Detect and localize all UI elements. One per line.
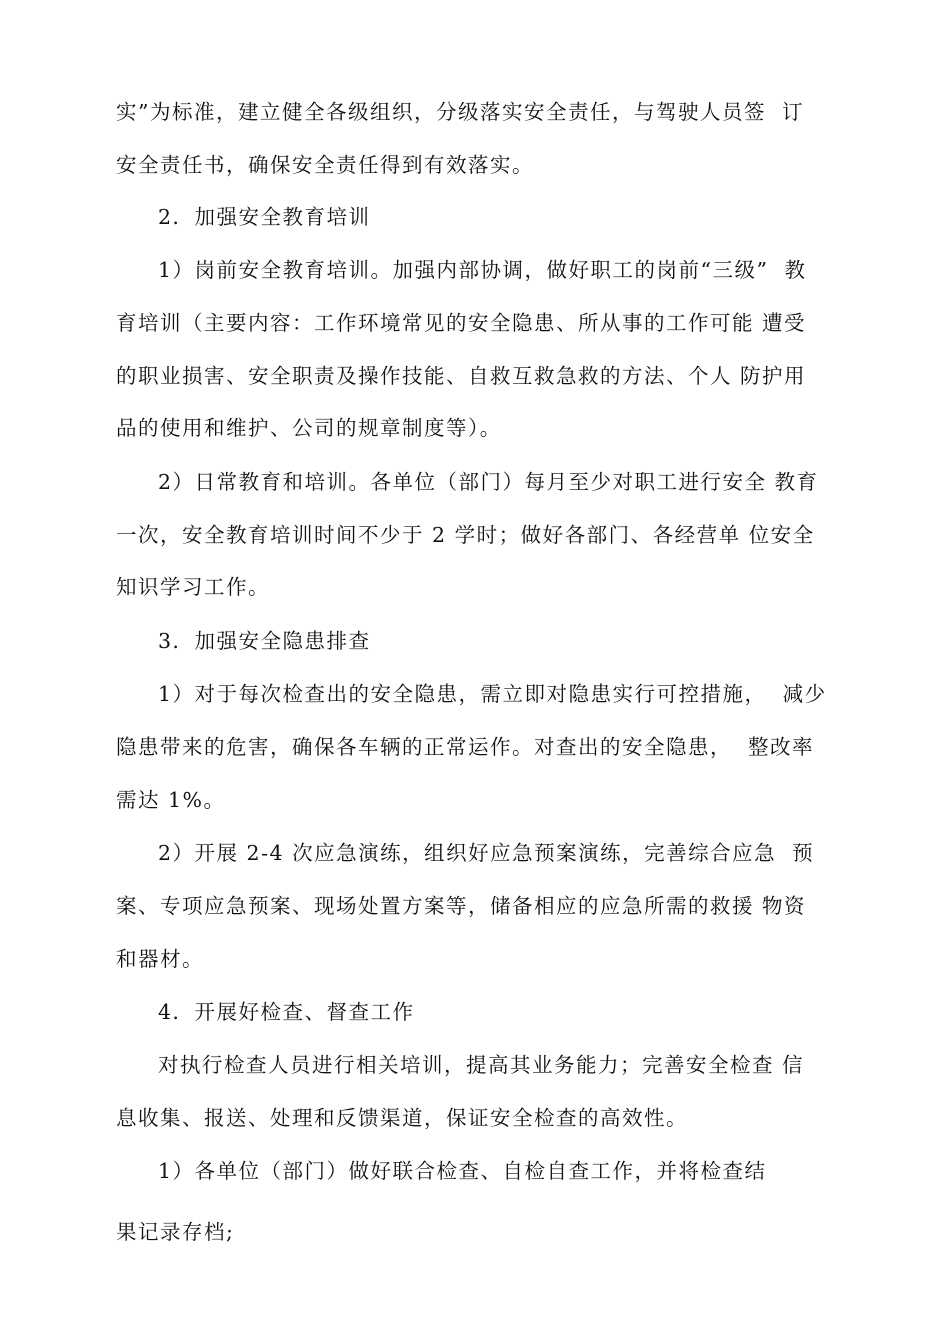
paragraph-line: 一次，安全教育培训时间不少于 2 学时；做好各部门、各经营单 位安全 bbox=[116, 523, 815, 547]
paragraph-line: 实”为标准，建立健全各级组织，分级落实安全责任，与驾驶人员签 订 bbox=[116, 100, 805, 124]
paragraph-line: 的职业损害、安全职责及操作技能、自救互救急救的方法、个人 防护用 bbox=[116, 364, 807, 388]
paragraph-line: 知识学习工作。 bbox=[116, 575, 270, 599]
section-heading: 4．开展好检查、督查工作 bbox=[158, 1000, 415, 1024]
paragraph-line: 1）岗前安全教育培训。加强内部协调，做好职工的岗前“三级” 教 bbox=[158, 258, 807, 282]
paragraph-line: 育培训（主要内容：工作环境常见的安全隐患、所从事的工作可能 遭受 bbox=[116, 311, 807, 335]
paragraph-line: 2）开展 2-4 次应急演练，组织好应急预案演练，完善综合应急 预 bbox=[158, 841, 815, 865]
paragraph-line: 息收集、报送、处理和反馈渠道，保证安全检查的高效性。 bbox=[116, 1106, 688, 1130]
section-heading: 2．加强安全教育培训 bbox=[158, 205, 371, 229]
paragraph-line: 和器材。 bbox=[116, 947, 204, 971]
paragraph-line: 需达 1%。 bbox=[116, 788, 226, 812]
paragraph-line: 隐患带来的危害，确保各车辆的正常运作。对查出的安全隐患， 整改率 bbox=[116, 735, 815, 759]
paragraph-line: 果记录存档; bbox=[116, 1220, 235, 1244]
paragraph-line: 1）各单位（部门）做好联合检查、自检自查工作，并将检查结 bbox=[158, 1159, 767, 1183]
paragraph-line: 安全责任书，确保安全责任得到有效落实。 bbox=[116, 153, 534, 177]
paragraph-line: 2）日常教育和培训。各单位（部门）每月至少对职工进行安全 教育 bbox=[158, 470, 819, 494]
paragraph-line: 品的使用和维护、公司的规章制度等）。 bbox=[116, 416, 502, 440]
paragraph-line: 对执行检查人员进行相关培训，提高其业务能力；完善安全检查 信 bbox=[158, 1053, 805, 1077]
paragraph-line: 案、专项应急预案、现场处置方案等，储备相应的应急所需的救援 物资 bbox=[116, 894, 807, 918]
section-heading: 3．加强安全隐患排查 bbox=[158, 629, 371, 653]
paragraph-line: 1）对于每次检查出的安全隐患，需立即对隐患实行可控措施， 减少 bbox=[158, 682, 827, 706]
